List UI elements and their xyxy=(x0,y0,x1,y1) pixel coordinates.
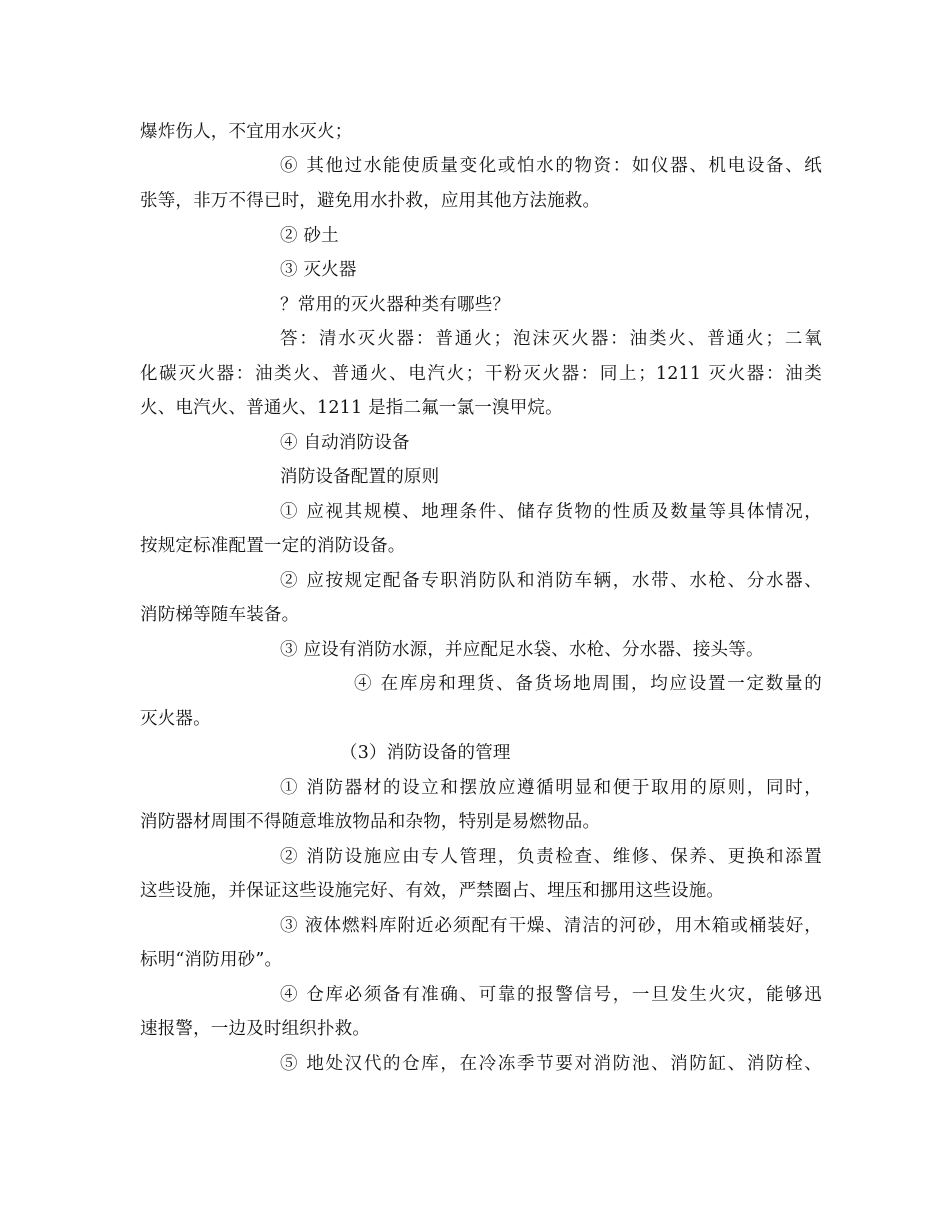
paragraph-line: 消防器材周围不得随意堆放物品和杂物，特别是易燃物品。 xyxy=(140,812,601,832)
section-heading: 消防设备配置的原则 xyxy=(280,467,440,487)
paragraph-line: ④ 在库房和理货、备货场地周围，均应设置一定数量的 xyxy=(354,674,822,694)
question-line: ？常用的灭火器种类有哪些？ xyxy=(280,295,511,315)
paragraph-line: ① 应视其规模、地理条件、储存货物的性质及数量等具体情况， xyxy=(280,502,822,522)
paragraph-line: 标明“消防用砂”。 xyxy=(140,950,283,970)
list-item: ④ 自动消防设备 xyxy=(280,433,410,453)
paragraph-line: 张等，非万不得已时，避免用水扑救，应用其他方法施救。 xyxy=(140,191,601,211)
paragraph-line: ③ 应设有消防水源，并应配足水袋、水枪、分水器、接头等。 xyxy=(280,640,764,660)
paragraph-line: 消防梯等随车装备。 xyxy=(140,605,300,625)
paragraph-line: 爆炸伤人，不宜用水灭火； xyxy=(140,122,353,142)
paragraph-line: 这些设施，并保证这些设施完好、有效，严禁圈占、埋压和挪用这些设施。 xyxy=(140,881,725,901)
paragraph-line: 答：清水灭火器：普通火；泡沫灭火器：油类火、普通火；二氧 xyxy=(280,329,822,349)
paragraph-line: 速报警，一边及时组织扑救。 xyxy=(140,1019,371,1039)
paragraph-line: 化碳灭火器：油类火、普通火、电汽火；干粉灭火器：同上；1211 灭火器：油类 xyxy=(140,364,822,384)
paragraph-line: ② 消防设施应由专人管理，负责检查、维修、保养、更换和添置 xyxy=(280,847,822,867)
paragraph-line: ⑥ 其他过水能使质量变化或怕水的物资：如仪器、机电设备、纸 xyxy=(280,156,822,176)
paragraph-line: ④ 仓库必须备有准确、可靠的报警信号，一旦发生火灾，能够迅 xyxy=(280,985,822,1005)
paragraph-line: 灭火器。 xyxy=(140,709,211,729)
paragraph-line: ② 应按规定配备专职消防队和消防车辆，水带、水枪、分水器、 xyxy=(280,571,822,591)
paragraph-line: ③ 液体燃料库附近必须配有干燥、清洁的河砂，用木箱或桶装好， xyxy=(280,916,822,936)
paragraph-line: 按规定标准配置一定的消防设备。 xyxy=(140,536,406,556)
paragraph-line: ⑤ 地处汉代的仓库，在冷冻季节要对消防池、消防缸、消防栓、 xyxy=(280,1054,822,1074)
section-heading: （3）消防设备的管理 xyxy=(340,743,511,763)
list-item: ② 砂土 xyxy=(280,226,339,246)
list-item: ③ 灭火器 xyxy=(280,260,357,280)
paragraph-line: ① 消防器材的设立和摆放应遵循明显和便于取用的原则，同时， xyxy=(280,778,822,798)
paragraph-line: 火、电汽火、普通火、1211 是指二氟一氯一溴甲烷。 xyxy=(140,398,563,418)
